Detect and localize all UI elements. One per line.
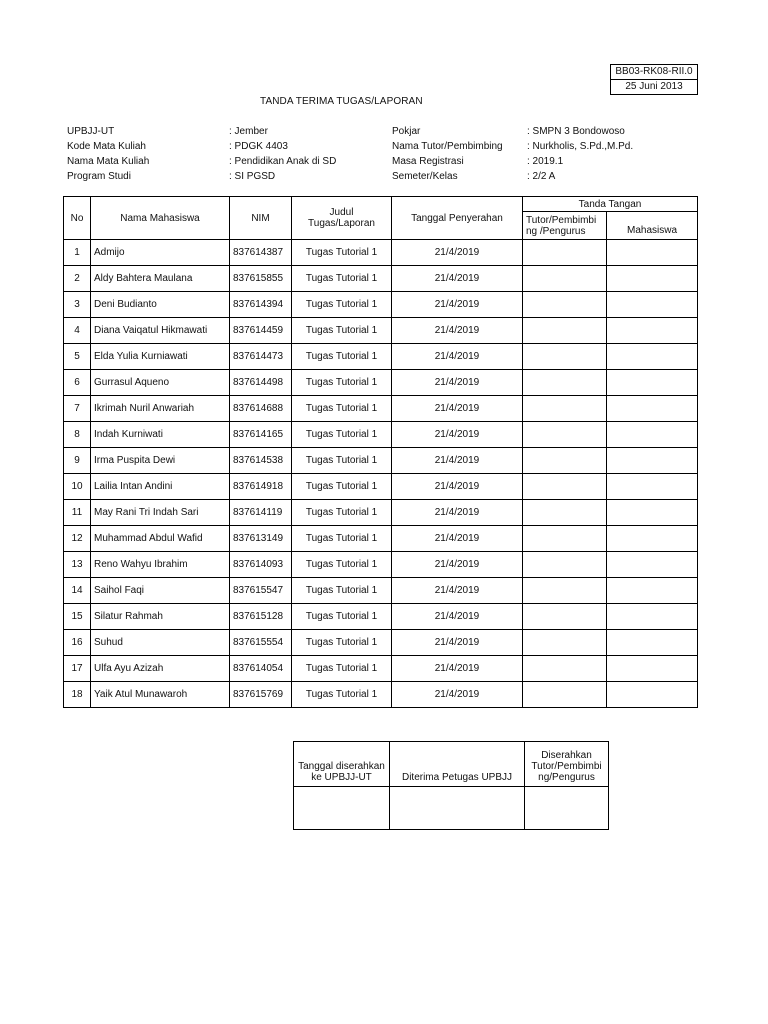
row-no: 6 <box>64 370 91 396</box>
header-mahasiswa: Mahasiswa <box>607 212 698 240</box>
row-nim: 837614165 <box>230 422 292 448</box>
row-no: 16 <box>64 630 91 656</box>
row-nama: Muhammad Abdul Wafid <box>91 526 230 552</box>
row-tutor-signature[interactable] <box>523 604 607 630</box>
row-student-signature[interactable] <box>607 500 698 526</box>
header-nama: Nama Mahasiswa <box>91 197 230 240</box>
row-judul: Tugas Tutorial 1 <box>292 604 392 630</box>
row-nim: 837614387 <box>230 240 292 266</box>
row-no: 14 <box>64 578 91 604</box>
row-tanggal: 21/4/2019 <box>392 526 523 552</box>
row-nama: Ulfa Ayu Azizah <box>91 656 230 682</box>
row-student-signature[interactable] <box>607 682 698 708</box>
row-nim: 837614093 <box>230 552 292 578</box>
row-nim: 837615547 <box>230 578 292 604</box>
row-nama: Irma Puspita Dewi <box>91 448 230 474</box>
table-row <box>64 240 698 266</box>
row-tutor-signature[interactable] <box>523 474 607 500</box>
table-row <box>64 656 698 682</box>
info-label: Pokjar <box>392 126 421 137</box>
row-tutor-signature[interactable] <box>523 396 607 422</box>
row-judul: Tugas Tutorial 1 <box>292 630 392 656</box>
row-judul: Tugas Tutorial 1 <box>292 370 392 396</box>
info-label: Masa Registrasi <box>392 156 464 167</box>
row-student-signature[interactable] <box>607 604 698 630</box>
row-nim: 837614459 <box>230 318 292 344</box>
document-code: BB03-RK08-RII.0 <box>615 66 693 77</box>
info-left-labels <box>67 124 149 184</box>
row-no: 9 <box>64 448 91 474</box>
row-tutor-signature[interactable] <box>523 266 607 292</box>
row-no: 3 <box>64 292 91 318</box>
row-judul: Tugas Tutorial 1 <box>292 526 392 552</box>
row-nama: Diana Vaiqatul Hikmawati <box>91 318 230 344</box>
info-right-labels <box>392 124 503 184</box>
row-nim: 837614119 <box>230 500 292 526</box>
row-judul: Tugas Tutorial 1 <box>292 448 392 474</box>
row-tanggal: 21/4/2019 <box>392 396 523 422</box>
row-tanggal: 21/4/2019 <box>392 292 523 318</box>
row-no: 13 <box>64 552 91 578</box>
header-tanggal: Tanggal Penyerahan <box>392 197 523 240</box>
row-tanggal: 21/4/2019 <box>392 448 523 474</box>
row-no: 17 <box>64 656 91 682</box>
row-no: 8 <box>64 422 91 448</box>
row-student-signature[interactable] <box>607 266 698 292</box>
footer-received-label: Diterima Petugas UPBJJ <box>390 742 525 787</box>
row-judul: Tugas Tutorial 1 <box>292 266 392 292</box>
row-judul: Tugas Tutorial 1 <box>292 474 392 500</box>
footer-handed-cell[interactable] <box>525 787 609 830</box>
info-label: Kode Mata Kuliah <box>67 141 146 152</box>
row-tutor-signature[interactable] <box>523 370 607 396</box>
handover-table <box>293 741 609 830</box>
row-nim: 837615769 <box>230 682 292 708</box>
row-nim: 837613149 <box>230 526 292 552</box>
row-tanggal: 21/4/2019 <box>392 474 523 500</box>
row-judul: Tugas Tutorial 1 <box>292 552 392 578</box>
table-row <box>64 630 698 656</box>
row-tanggal: 21/4/2019 <box>392 422 523 448</box>
info-label: Nama Mata Kuliah <box>67 156 150 167</box>
row-no: 1 <box>64 240 91 266</box>
row-student-signature[interactable] <box>607 370 698 396</box>
row-nama: Silatur Rahmah <box>91 604 230 630</box>
row-nama: Gurrasul Aqueno <box>91 370 230 396</box>
row-tanggal: 21/4/2019 <box>392 266 523 292</box>
row-student-signature[interactable] <box>607 656 698 682</box>
row-tutor-signature[interactable] <box>523 240 607 266</box>
row-nim: 837614473 <box>230 344 292 370</box>
row-no: 15 <box>64 604 91 630</box>
row-tutor-signature[interactable] <box>523 318 607 344</box>
info-value: : 2019.1 <box>527 156 564 167</box>
info-label: Program Studi <box>67 171 131 182</box>
row-tanggal: 21/4/2019 <box>392 500 523 526</box>
row-nama: Lailia Intan Andini <box>91 474 230 500</box>
row-student-signature[interactable] <box>607 630 698 656</box>
table-row <box>64 318 698 344</box>
table-row <box>64 396 698 422</box>
row-tutor-signature[interactable] <box>523 422 607 448</box>
row-tanggal: 21/4/2019 <box>392 656 523 682</box>
table-row <box>64 344 698 370</box>
row-nama: Aldy Bahtera Maulana <box>91 266 230 292</box>
row-judul: Tugas Tutorial 1 <box>292 344 392 370</box>
row-tutor-signature[interactable] <box>523 630 607 656</box>
row-tutor-signature[interactable] <box>523 500 607 526</box>
row-nim: 837614918 <box>230 474 292 500</box>
info-value: : SI PGSD <box>229 171 276 182</box>
table-row <box>64 422 698 448</box>
row-tanggal: 21/4/2019 <box>392 370 523 396</box>
row-tanggal: 21/4/2019 <box>392 630 523 656</box>
table-row <box>64 266 698 292</box>
page-title: TANDA TERIMA TUGAS/LAPORAN <box>260 96 423 107</box>
row-student-signature[interactable] <box>607 396 698 422</box>
info-label: Semeter/Kelas <box>392 171 458 182</box>
row-nim: 837614394 <box>230 292 292 318</box>
info-value: : Nurkholis, S.Pd.,M.Pd. <box>527 141 634 152</box>
row-no: 2 <box>64 266 91 292</box>
row-no: 11 <box>64 500 91 526</box>
row-student-signature[interactable] <box>607 240 698 266</box>
row-student-signature[interactable] <box>607 448 698 474</box>
info-value: : Pendidikan Anak di SD <box>229 156 337 167</box>
table-row <box>64 500 698 526</box>
row-student-signature[interactable] <box>607 474 698 500</box>
info-value: : PDGK 4403 <box>229 141 288 152</box>
table-row <box>64 604 698 630</box>
row-nama: Deni Budianto <box>91 292 230 318</box>
row-nama: Yaik Atul Munawaroh <box>91 682 230 708</box>
row-student-signature[interactable] <box>607 526 698 552</box>
row-judul: Tugas Tutorial 1 <box>292 422 392 448</box>
row-student-signature[interactable] <box>607 292 698 318</box>
table-row <box>64 552 698 578</box>
table-body <box>64 240 698 708</box>
info-label: UPBJJ-UT <box>67 126 115 137</box>
row-nim: 837614538 <box>230 448 292 474</box>
table-row <box>64 448 698 474</box>
row-judul: Tugas Tutorial 1 <box>292 578 392 604</box>
row-nama: Reno Wahyu Ibrahim <box>91 552 230 578</box>
row-nama: Ikrimah Nuril Anwariah <box>91 396 230 422</box>
row-tanggal: 21/4/2019 <box>392 344 523 370</box>
header-tanda-tangan: Tanda Tangan <box>523 197 698 212</box>
row-no: 10 <box>64 474 91 500</box>
info-value: : 2/2 A <box>527 171 556 182</box>
row-tanggal: 21/4/2019 <box>392 318 523 344</box>
row-judul: Tugas Tutorial 1 <box>292 656 392 682</box>
row-tanggal: 21/4/2019 <box>392 578 523 604</box>
row-judul: Tugas Tutorial 1 <box>292 318 392 344</box>
row-tanggal: 21/4/2019 <box>392 604 523 630</box>
row-nama: Admijo <box>91 240 230 266</box>
row-student-signature[interactable] <box>607 422 698 448</box>
row-no: 12 <box>64 526 91 552</box>
table-row <box>64 526 698 552</box>
row-no: 7 <box>64 396 91 422</box>
row-nim: 837615128 <box>230 604 292 630</box>
row-judul: Tugas Tutorial 1 <box>292 396 392 422</box>
student-table <box>63 196 698 708</box>
info-left-values <box>229 124 336 184</box>
row-tutor-signature[interactable] <box>523 526 607 552</box>
document-date: 25 Juni 2013 <box>611 79 697 94</box>
row-tutor-signature[interactable] <box>523 448 607 474</box>
row-student-signature[interactable] <box>607 318 698 344</box>
row-tanggal: 21/4/2019 <box>392 552 523 578</box>
row-no: 4 <box>64 318 91 344</box>
row-tutor-signature[interactable] <box>523 656 607 682</box>
row-nama: Elda Yulia Kurniawati <box>91 344 230 370</box>
row-judul: Tugas Tutorial 1 <box>292 240 392 266</box>
table-row <box>64 682 698 708</box>
row-nama: Indah Kurniwati <box>91 422 230 448</box>
row-nim: 837614688 <box>230 396 292 422</box>
row-nim: 837614054 <box>230 656 292 682</box>
row-nama: Suhud <box>91 630 230 656</box>
row-nama: Saihol Faqi <box>91 578 230 604</box>
footer-received-cell[interactable] <box>390 787 525 830</box>
header-judul: Judul Tugas/Laporan <box>292 197 392 240</box>
row-tutor-signature[interactable] <box>523 552 607 578</box>
row-student-signature[interactable] <box>607 344 698 370</box>
row-nim: 837614498 <box>230 370 292 396</box>
table-row <box>64 578 698 604</box>
row-no: 18 <box>64 682 91 708</box>
row-tutor-signature[interactable] <box>523 344 607 370</box>
row-nim: 837615855 <box>230 266 292 292</box>
footer-date-cell[interactable] <box>294 787 390 830</box>
row-tanggal: 21/4/2019 <box>392 682 523 708</box>
row-nim: 837615554 <box>230 630 292 656</box>
table-row <box>64 474 698 500</box>
row-judul: Tugas Tutorial 1 <box>292 682 392 708</box>
row-student-signature[interactable] <box>607 578 698 604</box>
row-no: 5 <box>64 344 91 370</box>
row-tutor-signature[interactable] <box>523 292 607 318</box>
footer-date-label: Tanggal diserahkan ke UPBJJ-UT <box>294 742 390 787</box>
header-no: No <box>64 197 91 240</box>
document-code-box <box>610 64 698 95</box>
header-tutor: Tutor/Pembimbi ng /Pengurus <box>523 212 607 240</box>
info-right-values <box>527 124 633 184</box>
row-tutor-signature[interactable] <box>523 578 607 604</box>
header-nim: NIM <box>230 197 292 240</box>
table-row <box>64 292 698 318</box>
info-label: Nama Tutor/Pembimbing <box>392 141 503 152</box>
row-tanggal: 21/4/2019 <box>392 240 523 266</box>
row-nama: May Rani Tri Indah Sari <box>91 500 230 526</box>
row-tutor-signature[interactable] <box>523 682 607 708</box>
row-judul: Tugas Tutorial 1 <box>292 500 392 526</box>
row-judul: Tugas Tutorial 1 <box>292 292 392 318</box>
info-value: : SMPN 3 Bondowoso <box>527 126 625 137</box>
table-row <box>64 370 698 396</box>
info-value: : Jember <box>229 126 268 137</box>
row-student-signature[interactable] <box>607 552 698 578</box>
footer-handed-label: Diserahkan Tutor/Pembimbi ng/Pengurus <box>525 742 609 787</box>
